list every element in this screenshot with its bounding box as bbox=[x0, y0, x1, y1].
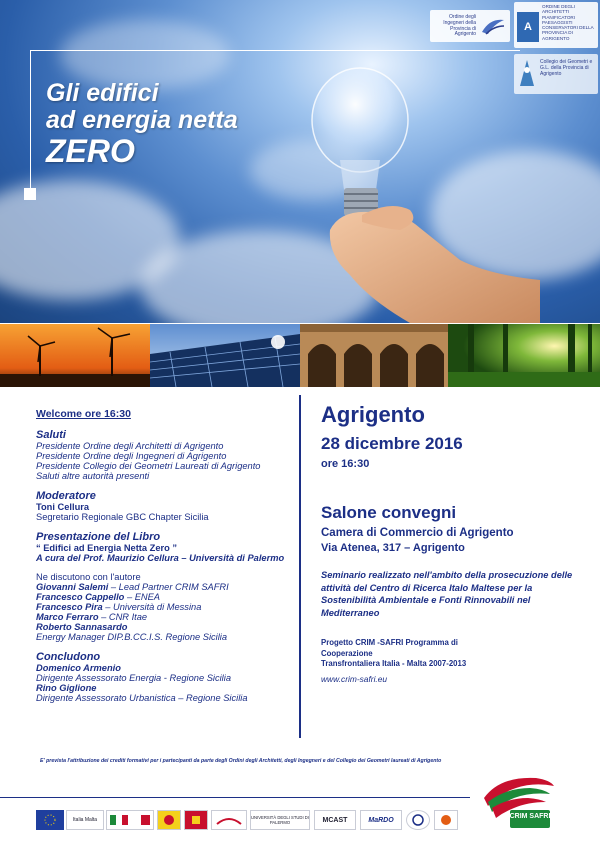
discussant-item: Roberto Sannasardo bbox=[36, 622, 128, 632]
credits-note: E' prevista l'attribuzione dei crediti formativi per i partecipanti da parte degli Ordini degli Architetti, degli Ingegneri e del Collegio dei Geometri laureati di Agrigento bbox=[40, 758, 442, 764]
saluti-item: Presidente Ordine degli Ingegneri di Agrigento bbox=[36, 451, 227, 461]
hero-title-line3: ZERO bbox=[46, 133, 135, 169]
concludono-heading: Concludono bbox=[36, 651, 101, 663]
hero-frame-line bbox=[30, 50, 31, 200]
unipa-logo: UNIVERSITÀ DEGLI STUDI DI PALERMO bbox=[250, 810, 310, 830]
project-info bbox=[321, 638, 581, 670]
discussant-item: Francesco Pira – Università di Messina bbox=[36, 602, 202, 612]
partner-seal-logo bbox=[406, 810, 430, 830]
concludono-role: Dirigente Assessorato Energia - Regione Sicilia bbox=[36, 673, 231, 683]
mardo-logo: MaRDO bbox=[360, 810, 402, 830]
crim-safri-logo bbox=[480, 772, 556, 832]
saluti-item: Saluti altre autorità presenti bbox=[36, 471, 150, 481]
hero-title-line2: ad energia netta bbox=[46, 106, 238, 134]
discussant-item: Giovanni Salemi – Lead Partner CRIM SAFRI bbox=[36, 582, 229, 592]
program-column bbox=[36, 408, 291, 703]
discussant-item: Marco Ferraro – CNR Itae bbox=[36, 612, 148, 622]
moderatore-role: Segretario Regionale GBC Chapter Sicilia bbox=[36, 512, 209, 522]
presentazione-heading: Presentazione del Libro bbox=[36, 531, 161, 543]
saluti-item: Presidente Ordine degli Architetti di Agrigento bbox=[36, 441, 224, 451]
moderatore-heading: Moderatore bbox=[36, 490, 96, 502]
geometri-emblem-icon bbox=[518, 58, 536, 88]
event-city: Agrigento bbox=[321, 402, 425, 427]
regione-logo bbox=[184, 810, 208, 830]
hero-title-line1: Gli edifici bbox=[46, 79, 159, 107]
saluti-heading: Saluti bbox=[36, 429, 66, 441]
welcome-heading: Welcome ore 16:30 bbox=[36, 408, 131, 420]
solar-panel-photo bbox=[150, 324, 300, 387]
concludono-role: Dirigente Assessorato Urbanistica – Regione Sicilia bbox=[36, 693, 248, 703]
column-divider bbox=[299, 395, 301, 738]
event-description: Seminario realizzato nell'ambito della prosecuzione delle attività del Centro di Ricerca Italo Maltese per la Sostenibilità Ambientale e Fonti Rinnovabili nel Mediterraneo bbox=[321, 570, 573, 618]
forest-photo bbox=[448, 324, 600, 387]
lightbulb-hand-illustration bbox=[300, 60, 540, 323]
eu-flag-logo bbox=[36, 810, 64, 830]
geometri-logo-text: Collegio dei Geometri e G.L. della Provincia di Agrigento bbox=[540, 59, 593, 77]
hero-title bbox=[46, 80, 238, 169]
hero-frame-square bbox=[24, 188, 36, 200]
trinacria-icon bbox=[162, 813, 176, 827]
sannasardo-role: Energy Manager DIP.B.CC.I.S. Regione Sicilia bbox=[36, 632, 228, 642]
venue-address: Via Atenea, 317 – Agrigento bbox=[321, 542, 465, 554]
venue-title: Salone convegni bbox=[321, 503, 457, 522]
partner-badge-logo bbox=[434, 810, 458, 830]
ingegneri-emblem-icon bbox=[480, 16, 506, 36]
crim-safri-logo-text: CRIM SAFRI bbox=[509, 813, 551, 820]
geometri-logo bbox=[514, 54, 598, 94]
moderatore-name: Toni Cellura bbox=[36, 502, 90, 512]
project-line: Transfrontaliera Italia - Malta 2007-2013 bbox=[321, 659, 467, 669]
event-date: 28 dicembre 2016 bbox=[321, 434, 463, 453]
discussants-heading: Ne discutono con l'autore bbox=[36, 572, 141, 582]
seal-icon bbox=[411, 813, 425, 827]
saluti-item: Presidente Collegio dei Geometri Laureati di Agrigento bbox=[36, 461, 261, 471]
sicilia-logo bbox=[157, 810, 181, 830]
italia-malta-logo: Italia Malta bbox=[66, 810, 104, 830]
partner-emblem-icon bbox=[215, 814, 243, 826]
badge-icon bbox=[439, 813, 453, 827]
partner-flags-logo bbox=[106, 810, 154, 830]
partner-logo bbox=[211, 810, 247, 830]
cloister-photo bbox=[300, 324, 448, 387]
event-time: ore 16:30 bbox=[321, 458, 370, 470]
hero-frame-line bbox=[30, 50, 520, 51]
wind-turbine-photo bbox=[0, 324, 150, 387]
architetti-logo-text: ORDINE DEGLI ARCHITETTI PIANIFICATORI PAESAGGISTI CONSERVATORI DELLA PROVINCIA DI AGRIGENTO bbox=[542, 4, 594, 41]
venue-name: Camera di Commercio di Agrigento bbox=[321, 527, 514, 539]
mcast-logo: MCAST bbox=[314, 810, 356, 830]
project-line: Cooperazione bbox=[321, 648, 373, 658]
ingegneri-logo bbox=[430, 10, 510, 42]
hero-banner bbox=[0, 0, 600, 323]
flags-icon bbox=[110, 815, 150, 825]
book-author: A cura del Prof. Maurizio Cellura – Università di Palermo bbox=[36, 553, 285, 563]
architetti-logo bbox=[514, 2, 598, 48]
discussant-item: Francesco Cappello – ENEA bbox=[36, 592, 161, 602]
concludono-name: Domenico Armenio bbox=[36, 663, 121, 673]
event-column bbox=[321, 402, 581, 684]
ingegneri-logo-text: Ordine degli Ingegneri della Provincia di Agrigento bbox=[443, 14, 476, 38]
project-line: Progetto CRIM -SAFRI Programma di bbox=[321, 638, 458, 648]
website-link[interactable]: www.crim-safri.eu bbox=[321, 673, 388, 684]
footer-divider bbox=[0, 797, 470, 798]
regione-emblem-icon bbox=[189, 813, 203, 827]
concludono-name: Rino Giglione bbox=[36, 683, 97, 693]
architetti-emblem-icon: A bbox=[517, 12, 539, 42]
eu-stars-icon bbox=[40, 813, 60, 827]
book-title: “ Edifici ad Energia Netta Zero ” bbox=[36, 543, 178, 553]
